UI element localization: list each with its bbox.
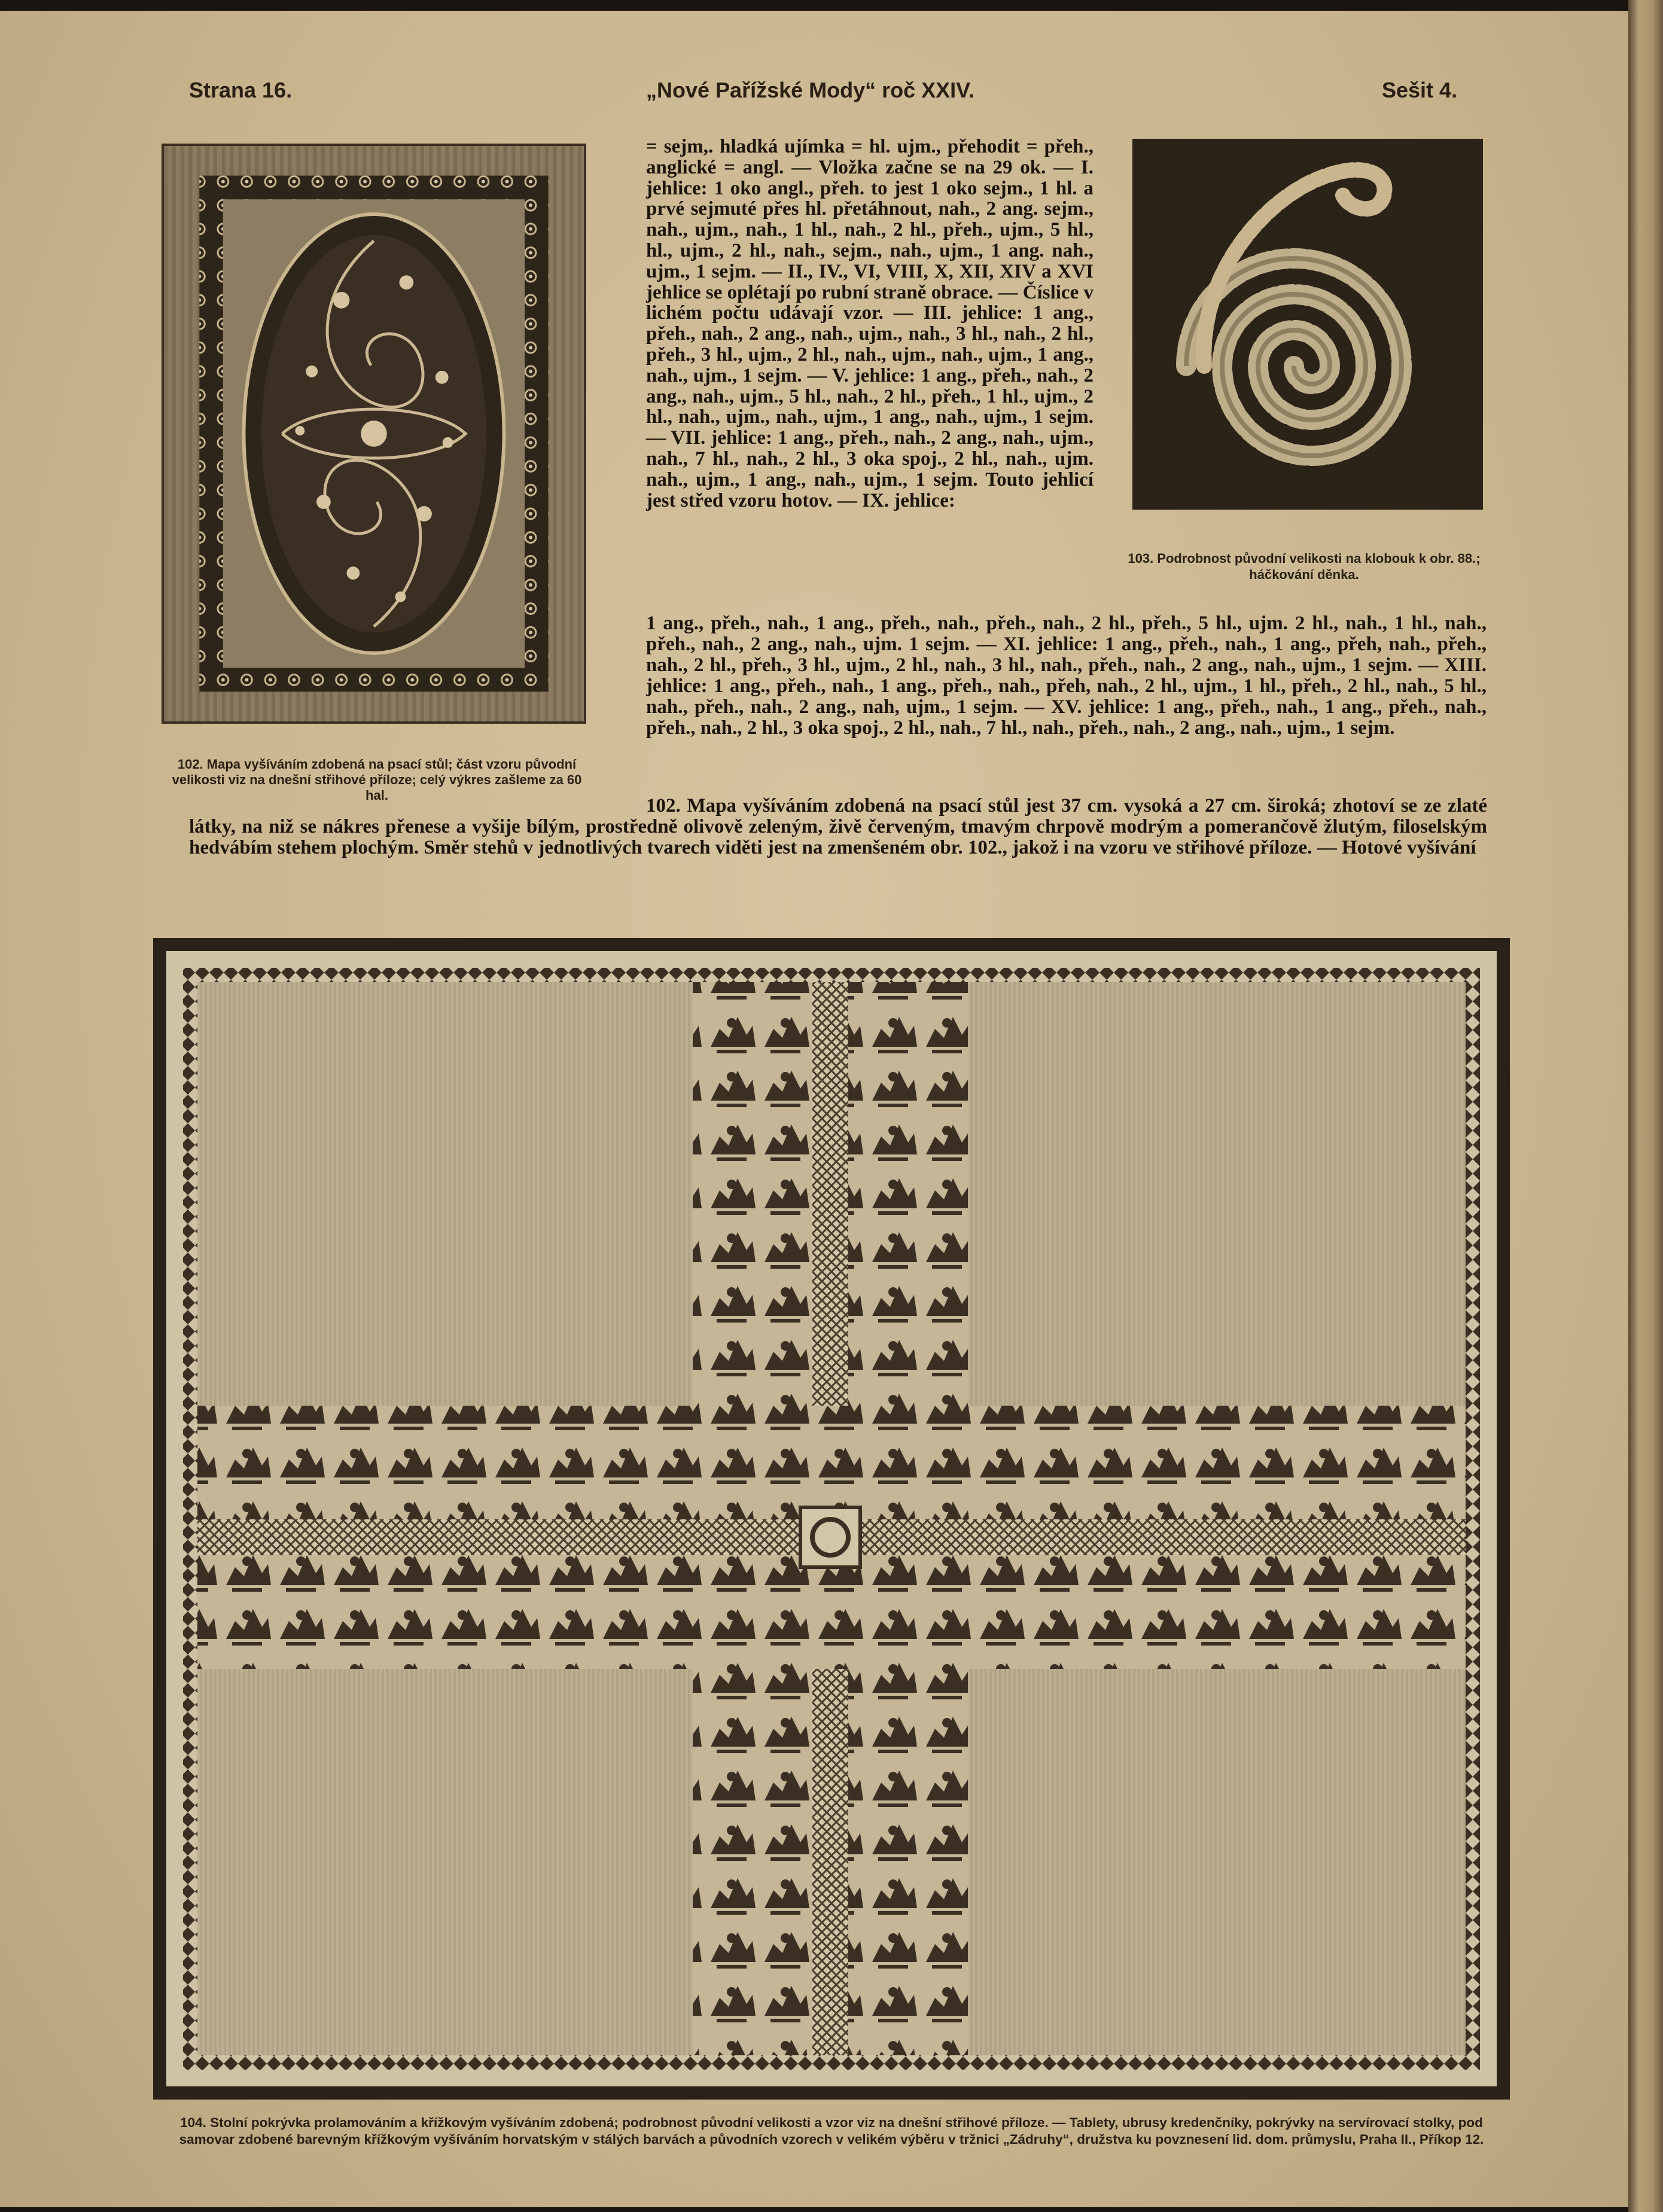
figure-102-embroidered-folder [162,144,586,724]
paragraph-102-description: 102. Mapa vyšíváním zdobená na psací stůl jest 37 cm. vysoká a 27 cm. široká; zhotoví se ze zlaté látky, na niž se nákres přenese a vyšije bílým, prostředně olivově zeleným, živě červeným, tmavým chrpově modrým a pomerančově žlutým, filoselským hedvábím stehem plochým. Směr stehů v jednotlivých tvarech viděti jest na zmenšeném obr. 102., jakož i na vzoru ve střihové příloze. — Hotové vyšívání [189,795,1487,858]
figure-103-caption: 103. Podrobnost původní velikosti na klobouk k obr. 88.; háčkování děnka. [1128,551,1481,582]
issue-number: Sešit 4. [1382,78,1458,102]
knitting-instructions-middle: 1 ang., přeh., nah., 1 ang., přeh., nah., přeh., nah., 2 hl., přeh., 5 hl., ujm. 2 hl., nah., 1 hl., nah., přeh., nah., 2 ang., nah., ujm. 1 sejm. — XI. jehlice: 1 ang., přeh., nah., 1 ang., přeh, nah., přeh., nah., 2 hl., přeh., 3 hl., ujm., 2 hl., nah., 3 hl., nah., přeh., nah., 2 ang., nah., ujm., 1 sejm. — XIII. jehlice: 1 ang., přeh., nah., 1 ang., přeh., nah., přeh, nah., 2 hl., ujm., 1 hl., přeh., 2 hl., nah., 5 hl., nah., přeh., nah., 2 ang., nah, ujm., 1 sejm. — XV. jehlice: 1 ang., přeh., nah., 1 ang., přeh., nah., přeh., nah., 2 hl., 3 oka spoj., 2 hl., nah., 7 hl., nah., přeh., nah., 2 ang., nah., ujm., 1 sejm. [646,613,1487,739]
journal-title: „Nové Pařížské Mody“ roč XXIV. [646,78,974,102]
figure-104-tablecloth [153,938,1510,2100]
folder-illustration [164,146,584,721]
next-page-edge [1628,0,1663,2212]
tablecloth-illustration [166,951,1497,2086]
figure-104-caption: 104. Stolní pokrývka prolamováním a křížkovým vyšíváním zdobená; podrobnost původní velikosti a vzor viz na dnešní střihové příloze. — Tablety, ubrusy kredenčníky, pokrývky na servírovací stolky, pod samovar zdobené barevným křížkovým vyšíváním horvatským v stálých barvách a původních vzorech v velikém výběru v tržnici „Zádruhy“, družstva ku povznesení lid. dom. průmyslu, Praha II., Příkop 12. [179,2115,1484,2147]
spiral-illustration [1132,139,1483,510]
page-number: Strana 16. [189,78,293,102]
knitting-instructions-upper: = sejm,. hladká ujímka = hl. ujm., přehodit = přeh., anglické = angl. — Vložka začne se na 29 ok. — I. jehlice: 1 oko angl., přeh. to jest 1 oko sejm., 1 hl. a prvé sejmuté přes hl. přetáhnout, nah., 2 ang. sejm., nah., ujm., nah., 1 hl., nah., 2 hl., přeh., ujm., 5 hl., hl., ujm., 2 hl., nah., sejm., nah., ujm., 1 ang. nah., ujm., 1 sejm. — II., IV., VI, VIII, X, XII, XIV a XVI jehlice se oplétají po rubní straně obrace. — Číslice v lichém počtu udávají vzor. — III. jehlice: 1 ang., přeh., nah., 2 ang., nah., ujm., nah., 3 hl., nah., 2 hl., přeh., 3 hl., ujm., 2 hl., nah., ujm., nah., ujm., 1 ang., nah., ujm., 1 sejm. — V. jehlice: 1 ang., přeh., nah., 2 ang., nah., ujm., 5 hl., nah., 2 hl., přeh., 1 hl., ujm., 2 hl., nah., ujm., nah., ujm., 1 ang., nah., ujm., 1 sejm. — VII. jehlice: 1 ang., přeh., nah., 2 ang., nah., ujm., nah., 7 hl., nah., 2 hl., 3 oka spoj., 2 hl., nah., ujm. nah., ujm., 1 ang., nah., ujm., 1 sejm. Touto jehlicí jest střed vzoru hotov. — IX. jehlice: [646,136,1094,511]
figure-102-caption: 102. Mapa vyšíváním zdobená na psací stůl; část vzoru původní velikosti viz na dnešní střihové příloze; celý výkres zašleme za 60 hal. [172,757,582,803]
figure-103-crochet-spiral [1132,139,1483,510]
